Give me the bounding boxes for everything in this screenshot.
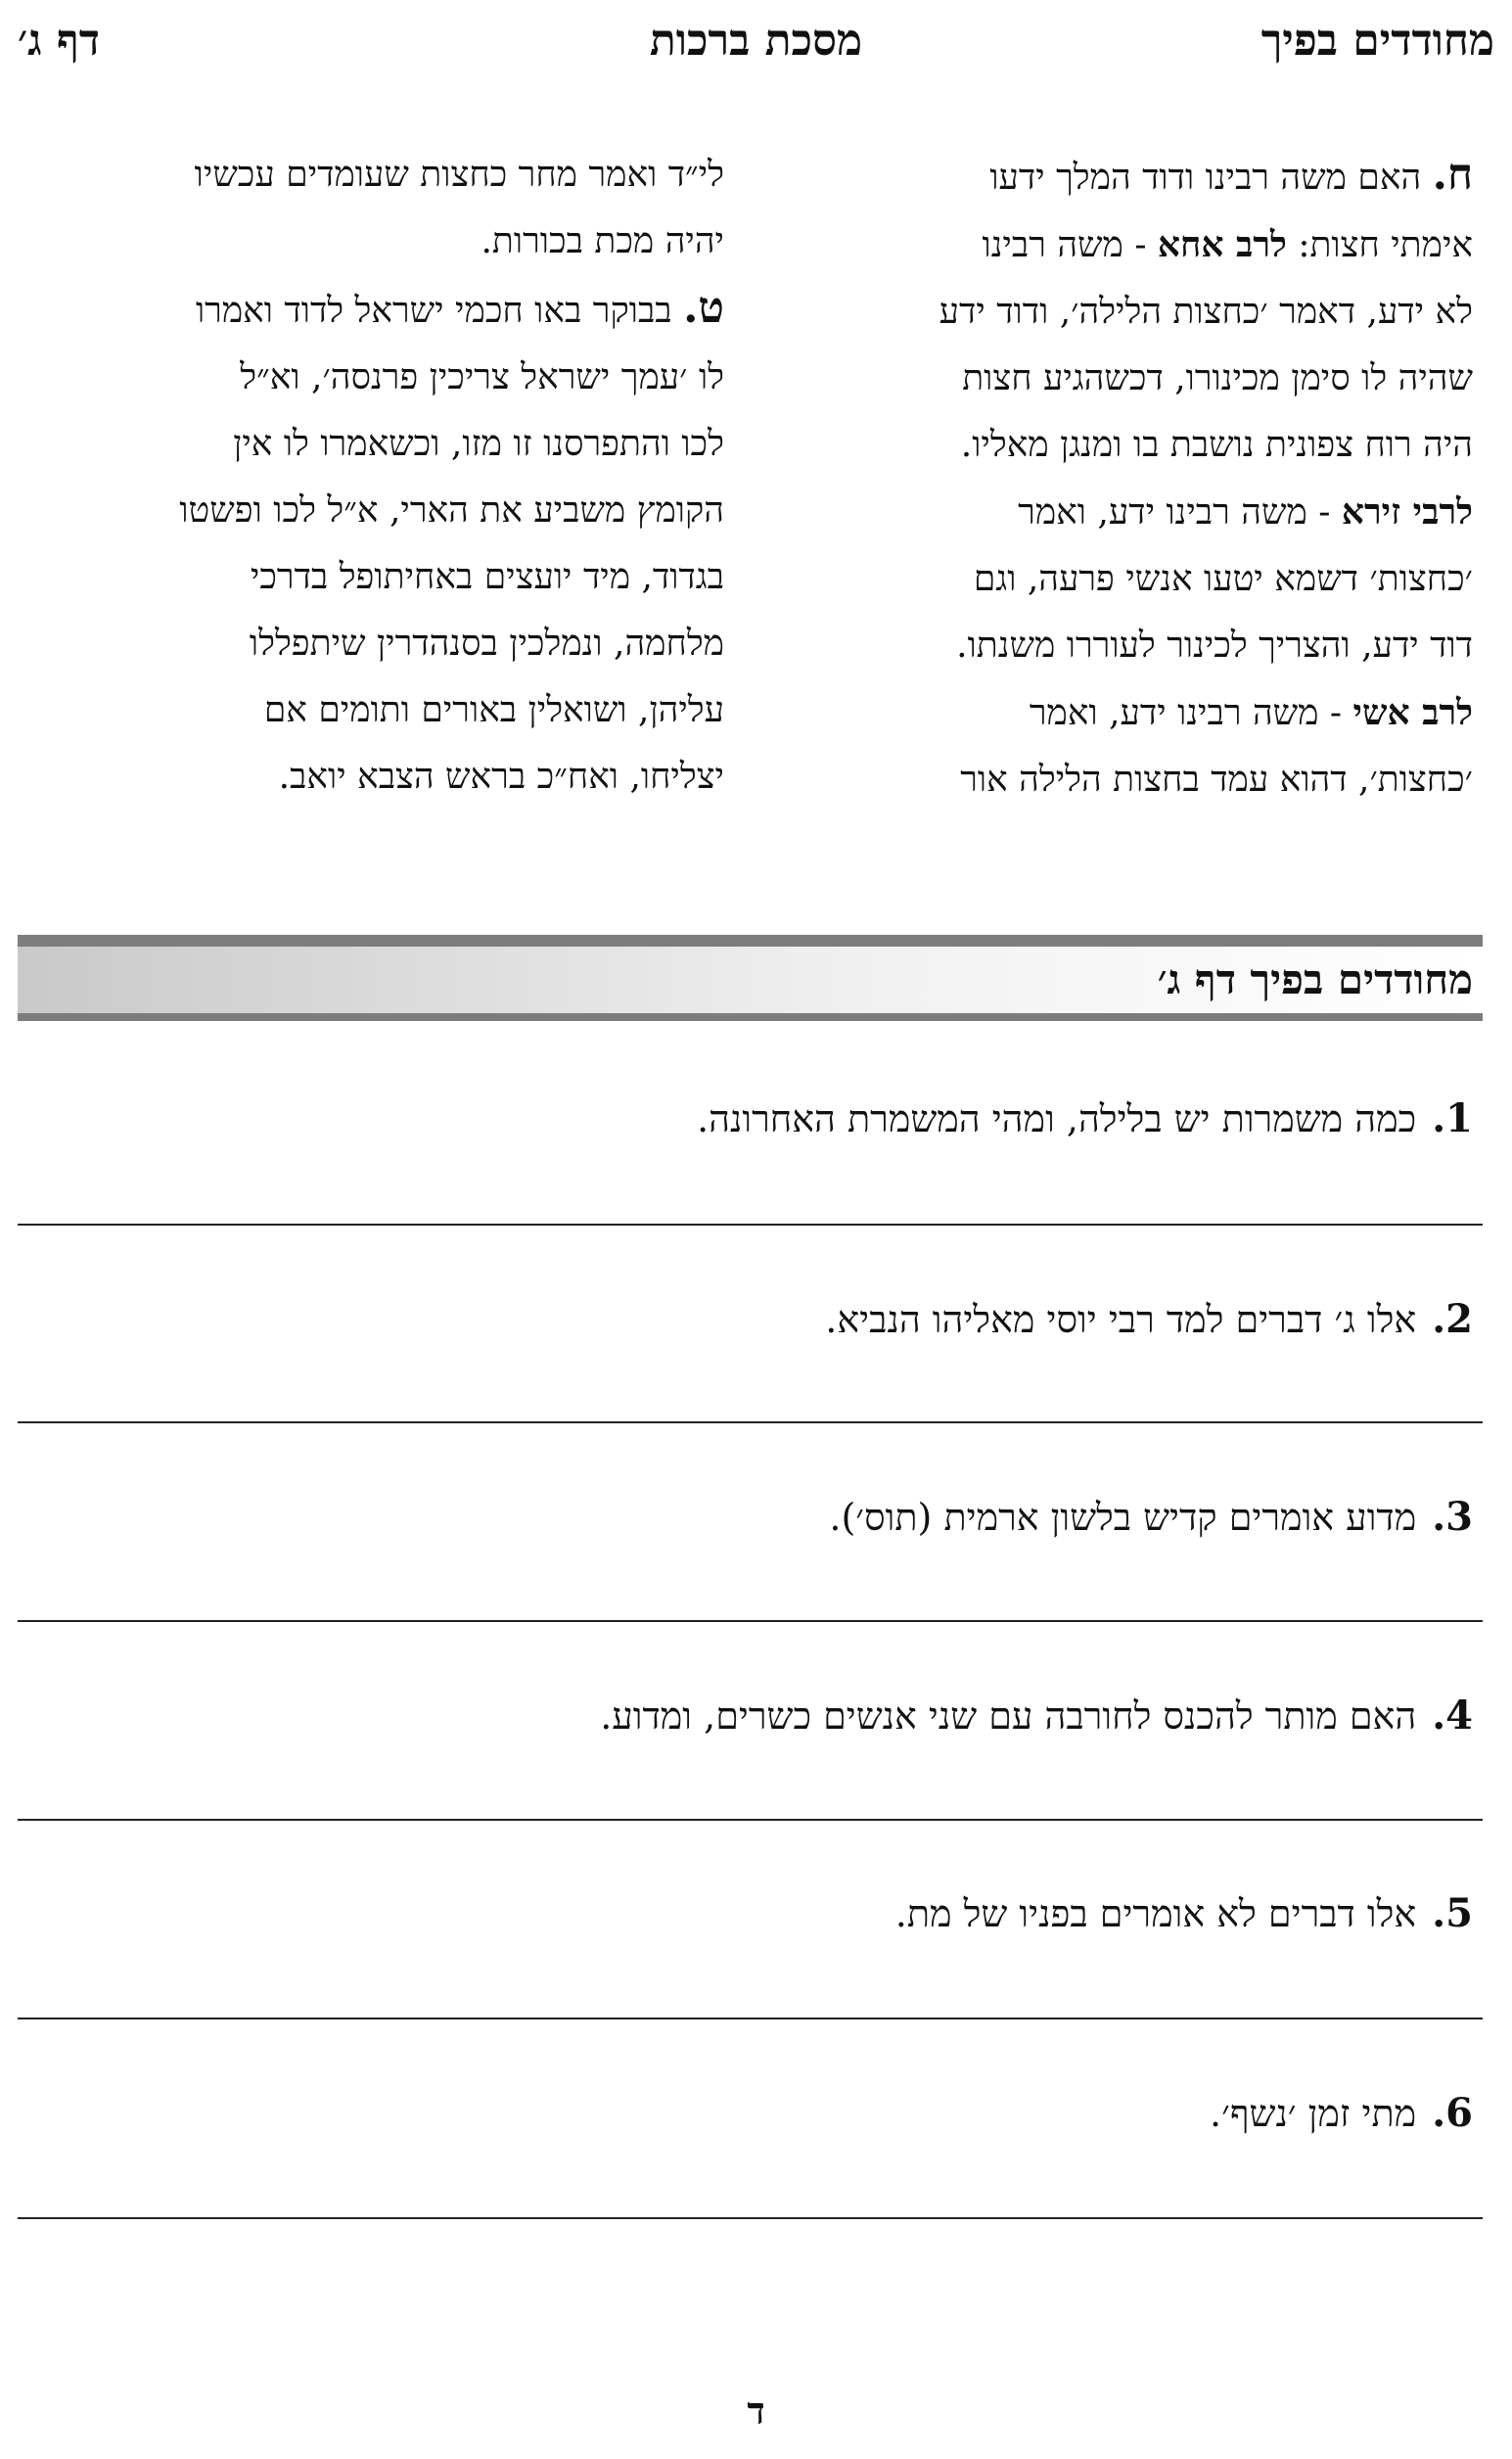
question-item [54, 1483, 1473, 1552]
text-line: יצליחו, ואח״כ בראש הצבא יואב. [278, 757, 724, 797]
question-text: אלו דברים לא אומרים בפניו של מת. [894, 1892, 1417, 1935]
text-line: היה רוח צפונית נושבת בו ומנגן מאליו. [960, 425, 1473, 465]
text-line: עליהן, ושואלין באורים ותומים אם [263, 690, 724, 730]
question-item [54, 1682, 1473, 1750]
question-text: כמה משמרות יש בלילה, ומהי המשמרת האחרונה. [697, 1097, 1417, 1140]
header-series-title: מחודדים בפיך [1260, 16, 1494, 66]
opinion-label: לרב אשי [1352, 692, 1473, 733]
section-title: מחודדים בפיך דף ג׳ [1157, 955, 1473, 1003]
text-line [768, 479, 1473, 546]
line-text: - משה רבינו ידע, ואמר [1018, 492, 1342, 533]
answer-line [18, 1620, 1483, 1622]
question-number: 4. [1432, 1693, 1473, 1739]
page-header [18, 12, 1494, 70]
text-line [20, 275, 724, 345]
text-line: לא ידע, דאמר ׳כחצות הלילה׳, ודוד ידע [939, 292, 1473, 332]
question-number: 3. [1432, 1494, 1473, 1540]
question-text: האם מותר להכנס לחורבה עם שני אנשים כשרים, ומדוע. [600, 1694, 1417, 1738]
answer-line [18, 2217, 1483, 2219]
text-line: שהיה לו סימן מכינורו, דכשהגיע חצות [962, 358, 1473, 398]
line-text: האם משה רבינו ודוד המלך ידעו [989, 158, 1433, 198]
text-line [768, 211, 1473, 279]
question-text: אלו ג׳ דברים למד רבי יוסי מאליהו הנביא. [825, 1298, 1417, 1341]
question-number: 5. [1432, 1890, 1473, 1936]
text-line: יהיה מכת בכורות. [481, 221, 724, 261]
question-item [54, 1285, 1473, 1354]
line-text: - משה רבינו [982, 225, 1158, 265]
question-number: 6. [1432, 2090, 1473, 2136]
paragraph-marker: ט. [683, 283, 724, 333]
text-line: לו ׳עמך ישראל צריכין פרנסה׳, וא״ל [240, 357, 724, 397]
opinion-label: לרבי זירא [1341, 491, 1473, 533]
text-line: לי״ד ואמר מחר כחצות שעומדים עכשיו [194, 155, 724, 195]
text-line: ׳כחצות׳ דשמא יטעו אנשי פרעה, וגם [973, 559, 1473, 599]
page-number: ד [747, 2389, 765, 2433]
text-line: מלחמה, ונמלכין בסנהדרין שיתפללו [249, 624, 724, 664]
question-text: מדוע אומרים קדיש בלשון ארמית (תוס׳). [829, 1496, 1417, 1539]
text-line: בגדוד, מיד יועצים באחיתופל בדרכי [250, 557, 724, 597]
line-prefix: אימתי חצות: [1286, 225, 1473, 265]
text-line: לכו והתפרסנו זו מזו, וכשאמרו לו אין [233, 424, 724, 464]
paragraph-marker: ח. [1432, 150, 1473, 200]
answer-line [18, 1819, 1483, 1821]
text-line: דוד ידע, והצריך לכינור לעוררו משנתו. [956, 626, 1473, 666]
line-text: - משה רבינו ידע, ואמר [1029, 693, 1353, 733]
text-column-left [20, 142, 724, 811]
text-line: הקומץ משביע את הארי, א״ל לכו ופשטו [179, 490, 724, 531]
answer-line [18, 1224, 1483, 1226]
question-text: מתי זמן ׳נשף׳. [1210, 2092, 1417, 2135]
section-header-bar [18, 935, 1483, 1021]
text-line [768, 142, 1473, 211]
header-tractate: מסכת ברכות [649, 16, 863, 66]
answer-line [18, 2018, 1483, 2019]
question-number: 1. [1432, 1095, 1473, 1141]
text-line: ׳כחצות׳, דהוא עמד בחצות הלילה אור [960, 760, 1473, 800]
opinion-label: לרב אחא [1157, 224, 1287, 265]
line-text: בבוקר באו חכמי ישראל לדוד ואמרו [195, 291, 684, 331]
question-number: 2. [1432, 1296, 1473, 1342]
question-item [54, 1879, 1473, 1948]
text-line [768, 679, 1473, 747]
question-item [54, 1085, 1473, 1153]
header-page-ref: דף ג׳ [18, 16, 100, 66]
answer-line [18, 1421, 1483, 1423]
text-column-right [768, 142, 1473, 813]
question-item [54, 2079, 1473, 2148]
